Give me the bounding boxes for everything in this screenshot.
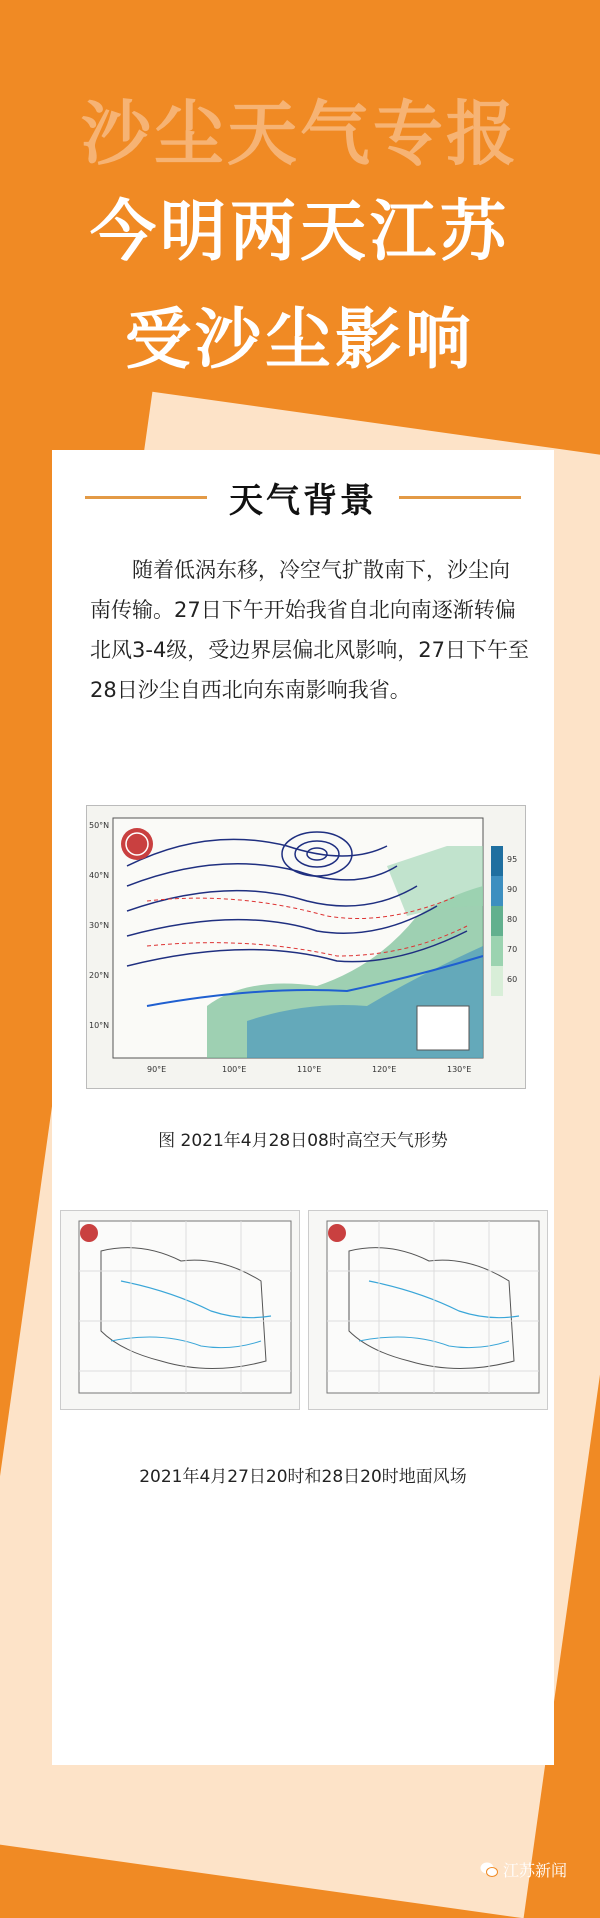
lat-label: 20°N xyxy=(89,971,110,980)
wechat-icon xyxy=(480,1862,498,1878)
surface-wind-map-28 xyxy=(308,1210,548,1410)
header-ghost-title: 沙尘天气专报 xyxy=(81,93,519,175)
watermark-text: 江苏新闻 xyxy=(503,1861,568,1880)
lat-label: 40°N xyxy=(89,871,110,880)
lon-label: 100°E xyxy=(222,1065,247,1074)
colorbar-tick: 60 xyxy=(507,975,518,984)
header-title-line2: 受沙尘影响 xyxy=(125,301,475,378)
upper-air-map-graphic xyxy=(87,806,525,1088)
section-rule-left xyxy=(85,496,207,499)
lat-label: 10°N xyxy=(89,1021,110,1030)
colorbar-tick: 80 xyxy=(507,915,518,924)
figure2-caption: 2021年4月27日20时和28日20时地面风场 xyxy=(139,1467,467,1487)
surface-wind-map-28-graphic xyxy=(309,1211,547,1409)
section-rule-right xyxy=(399,496,521,499)
section-header xyxy=(52,472,554,522)
colorbar-tick: 95 xyxy=(507,855,518,864)
lon-label: 110°E xyxy=(297,1065,322,1074)
section-title: 天气背景 xyxy=(229,480,377,521)
upper-air-map xyxy=(86,805,526,1089)
lat-label: 30°N xyxy=(89,921,110,930)
content-card xyxy=(52,450,554,1765)
header-title-line1: 今明两天江苏 xyxy=(90,193,510,270)
lat-label: 50°N xyxy=(89,821,110,830)
watermark xyxy=(480,1858,567,1881)
figure1-caption: 图 2021年4月28日08时高空天气形势 xyxy=(158,1131,448,1151)
lon-label: 130°E xyxy=(447,1065,472,1074)
colorbar-tick: 70 xyxy=(507,945,518,954)
lon-label: 90°E xyxy=(147,1065,167,1074)
lon-label: 120°E xyxy=(372,1065,397,1074)
surface-wind-map-27 xyxy=(60,1210,300,1410)
colorbar-tick: 90 xyxy=(507,885,518,894)
surface-wind-map-27-graphic xyxy=(61,1211,299,1409)
section-paragraph: 随着低涡东移，冷空气扩散南下，沙尘向南传输。27日下午开始我省自北向南逐渐转偏北风3-4级，受边界层偏北风影响，27日下午至28日沙尘自西北向东南影响我省。 xyxy=(90,558,530,702)
